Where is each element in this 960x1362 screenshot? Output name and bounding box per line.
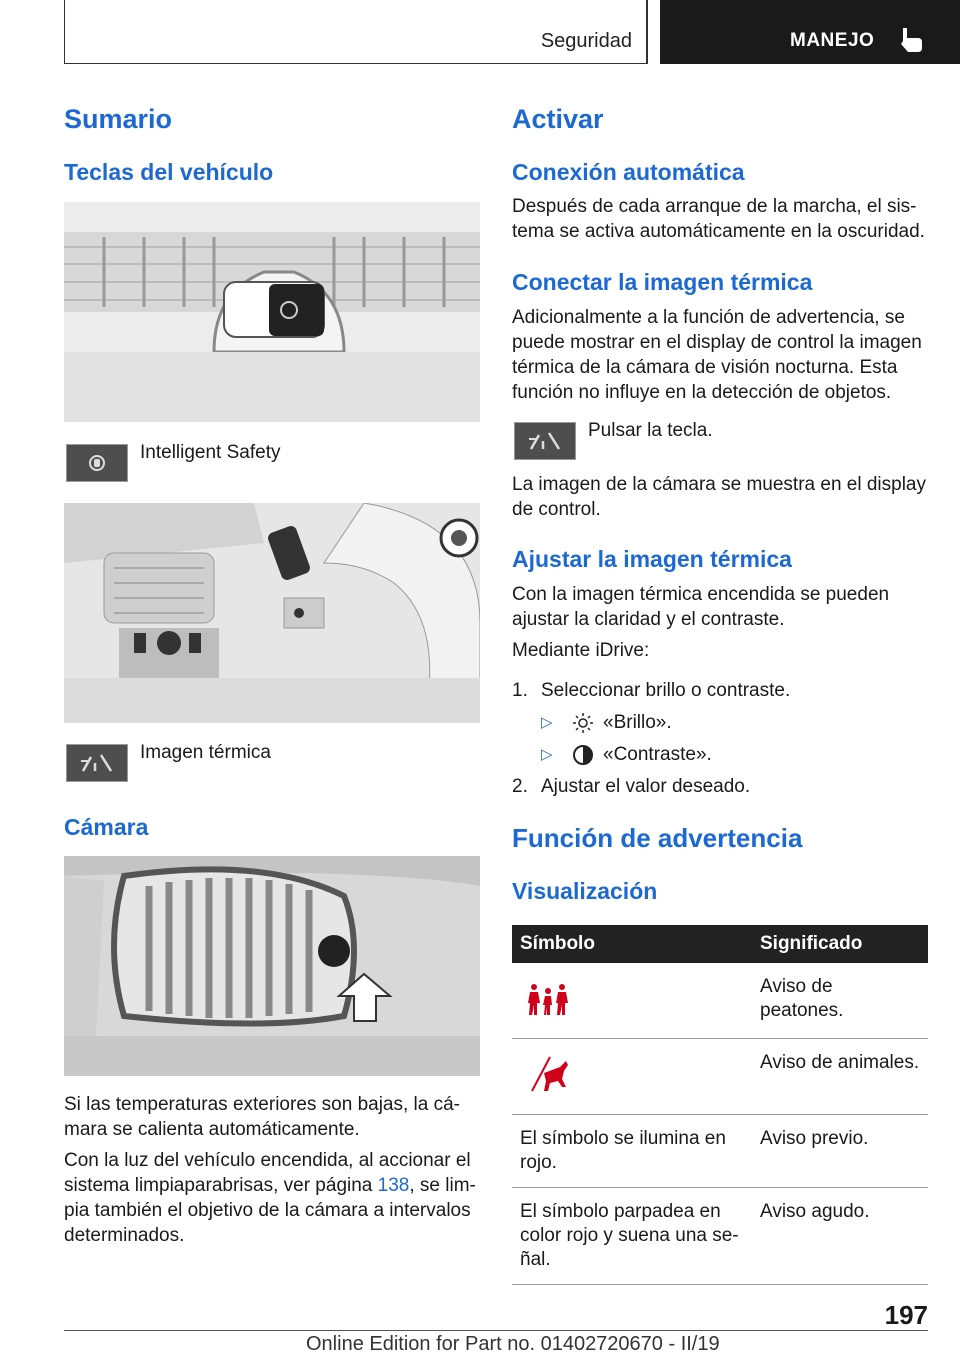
bullet-triangle-icon: ▷ bbox=[541, 746, 553, 763]
animal-warning-icon bbox=[520, 1051, 576, 1095]
step-2-text: Ajustar el valor deseado. bbox=[541, 776, 751, 797]
thermal-image-button-image bbox=[66, 744, 128, 782]
table-cell-meaning: Aviso de animales. bbox=[752, 1039, 928, 1115]
camera-paragraph-2-text: Con la luz del vehículo encendida, al accionar el sistema limpiaparabrisas, ver página bbox=[64, 1150, 471, 1196]
page-title: Sumario bbox=[64, 104, 173, 134]
step-2-number: 2. bbox=[512, 776, 528, 797]
pedestrian-warning-icon bbox=[520, 975, 576, 1019]
table-cell-symbol: El símbolo parpadea en color rojo y suena una se-ñal. bbox=[512, 1188, 752, 1285]
connect-thermal-text: Adicionalmente a la función de advertencia, se puede mostrar en el display de control la imagen térmica de la cámara de visión nocturna. Esta función no influye en la detección de objetos. bbox=[512, 307, 922, 403]
subheading-camera: Cámara bbox=[64, 814, 149, 840]
camera-paragraph-1: Si las temperaturas exteriores son bajas, la cá-mara se calienta automáticamente. bbox=[64, 1094, 461, 1140]
idrive-text: Mediante iDrive: bbox=[512, 640, 650, 661]
subheading-auto-activation: Conexión automática bbox=[512, 159, 745, 185]
camera-display-text: La imagen de la cámara se muestra en el display de control. bbox=[512, 474, 927, 520]
brightness-icon bbox=[572, 712, 594, 734]
footer-edition bbox=[306, 1333, 720, 1356]
caption-intelligent-safety: Intelligent Safety bbox=[140, 442, 281, 463]
subheading-vehicle-keys: Teclas del vehículo bbox=[64, 159, 274, 185]
subheading-adjust-thermal: Ajustar la imagen térmica bbox=[512, 546, 792, 572]
table-header-symbol: Símbolo bbox=[512, 925, 752, 963]
symbol-meaning-table bbox=[512, 925, 928, 1285]
header-section-tab bbox=[64, 0, 648, 64]
header-chapter-label: MANEJO bbox=[790, 30, 875, 51]
caption-thermal-image: Imagen térmica bbox=[140, 742, 271, 763]
contrast-icon bbox=[572, 744, 594, 766]
step-1-text: Seleccionar brillo o contraste. bbox=[541, 680, 791, 701]
page-link[interactable]: 138 bbox=[377, 1175, 410, 1196]
auto-activation-text: Después de cada arranque de la marcha, el sis-tema se activa automáticamente en la oscuridad. bbox=[512, 196, 925, 242]
table-cell-symbol bbox=[512, 963, 752, 1039]
table-header-meaning: Significado bbox=[752, 925, 928, 963]
hand-pointer-icon bbox=[898, 26, 924, 54]
footer-edition-text: Online Edition for Part no. 01402720670 - II/19 bbox=[306, 1333, 720, 1355]
subheading-display: Visualización bbox=[512, 878, 658, 904]
bullet-contrast-text: «Contraste». bbox=[603, 744, 712, 765]
table-row bbox=[512, 963, 928, 1039]
adjust-thermal-text: Con la imagen térmica encendida se pueden ajustar la claridad y el contraste. bbox=[512, 584, 890, 630]
table-cell-meaning: Aviso agudo. bbox=[752, 1188, 928, 1285]
activate-title: Activar bbox=[512, 104, 604, 134]
table-cell-symbol bbox=[512, 1039, 752, 1115]
thermal-button-image bbox=[514, 422, 576, 460]
bullet-brightness-text: «Brillo». bbox=[603, 712, 672, 733]
steering-column-photo bbox=[64, 503, 480, 723]
step-1-number: 1. bbox=[512, 680, 528, 701]
camera-paragraph-2-text-end: , se lim-pia también el objetivo de la cámara a intervalos determinados. bbox=[64, 1175, 476, 1246]
kidney-grille-camera-photo bbox=[64, 856, 480, 1076]
table-cell-symbol: El símbolo se ilumina en rojo. bbox=[512, 1115, 752, 1188]
subheading-connect-thermal: Conectar la imagen térmica bbox=[512, 269, 813, 295]
table-row bbox=[512, 1115, 928, 1188]
warning-function-title: Función de advertencia bbox=[512, 823, 803, 853]
dashboard-buttons-photo bbox=[64, 202, 480, 422]
footer-divider bbox=[64, 1330, 928, 1331]
table-row bbox=[512, 1039, 928, 1115]
press-button-text: Pulsar la tecla. bbox=[588, 420, 713, 441]
bullet-triangle-icon: ▷ bbox=[541, 714, 553, 731]
page-number: 197 bbox=[884, 1300, 928, 1330]
camera-paragraph-2 bbox=[64, 1148, 480, 1248]
table-cell-meaning: Aviso previo. bbox=[752, 1115, 928, 1188]
intelligent-safety-button-image bbox=[66, 444, 128, 482]
header-section-label: Seguridad bbox=[540, 30, 632, 52]
table-row bbox=[512, 1188, 928, 1285]
header-chapter-tab bbox=[660, 0, 960, 64]
table-cell-meaning: Aviso de peatones. bbox=[752, 963, 928, 1039]
